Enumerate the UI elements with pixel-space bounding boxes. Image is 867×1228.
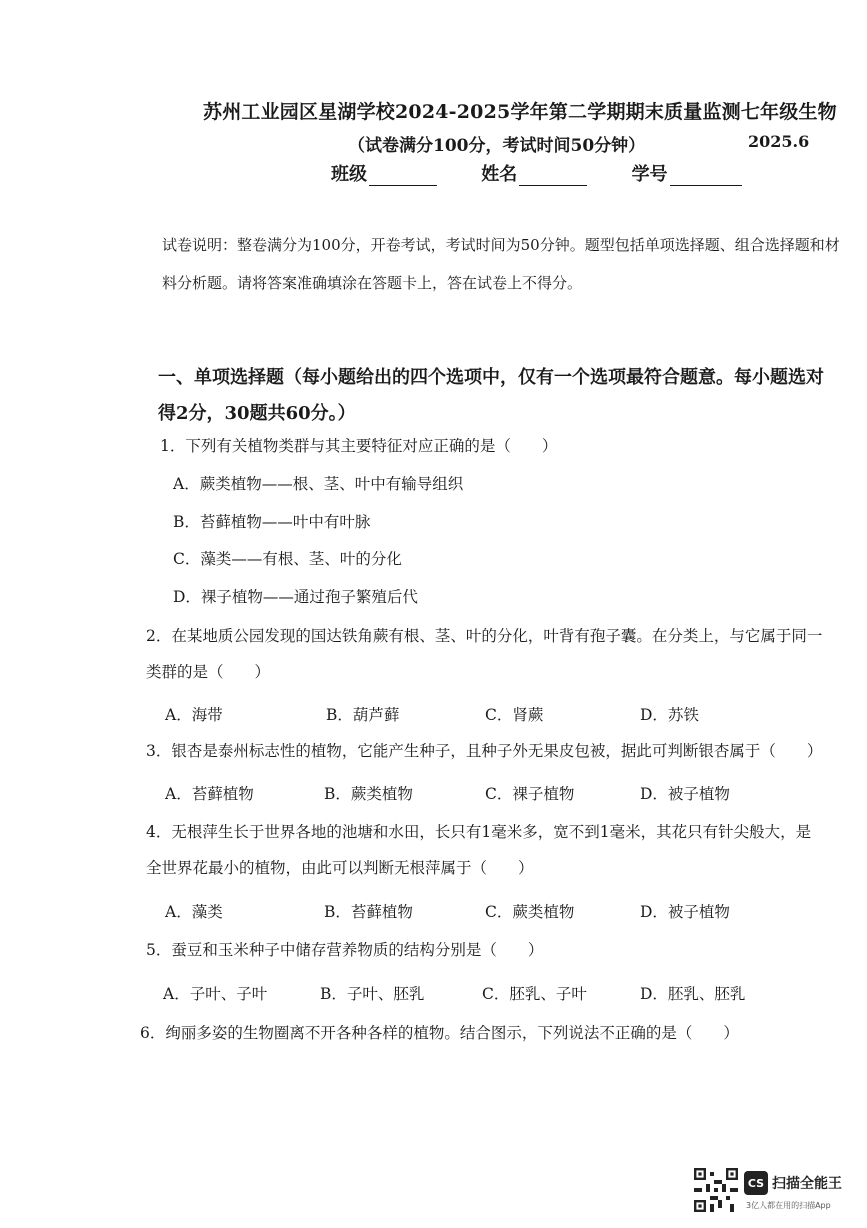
name-label: 姓名 <box>481 164 518 185</box>
question-option: A．海带 <box>165 706 223 724</box>
exam-date: 2025.6 <box>748 132 810 151</box>
question-option: D．裸子植物——通过孢子繁殖后代 <box>173 588 418 606</box>
question-option: D．被子植物 <box>640 785 730 803</box>
scanner-brand: 扫描全能王 <box>772 1176 842 1192</box>
question-option: C．肾蕨 <box>485 706 544 724</box>
question-stem: 2．在某地质公园发现的国达铁角蕨有根、茎、叶的分化，叶背有孢子囊。在分类上，与它属于同一类群的是（ ） <box>146 627 823 681</box>
question-option: C．胚乳、子叶 <box>482 985 587 1003</box>
exam-title: 苏州工业园区星湖学校2024-2025学年第二学期期末质量监测七年级生物 <box>203 101 837 123</box>
question-stem: 1．下列有关植物类群与其主要特征对应正确的是（ ） <box>160 437 558 455</box>
question-stem: 6．绚丽多姿的生物圈离不开各种各样的植物。结合图示，下列说法不正确的是（ ） <box>140 1024 739 1042</box>
question-option: D．苏铁 <box>640 706 699 724</box>
exam-subtitle: （试卷满分100分，考试时间50分钟） <box>348 136 646 156</box>
section-heading: 一、单项选择题（每小题给出的四个选项中，仅有一个选项最符合题意。每小题选对得2分，30题共60分。） <box>158 367 824 424</box>
question-option: D．胚乳、胚乳 <box>640 985 746 1003</box>
id-field <box>632 160 742 186</box>
scanner-logo-icon: CS <box>744 1171 768 1195</box>
qr-code-icon <box>694 1168 738 1212</box>
id-blank <box>670 167 742 186</box>
question-option: A．蕨类植物——根、茎、叶中有输导组织 <box>173 475 464 493</box>
question-option: C．藻类——有根、茎、叶的分化 <box>173 550 402 568</box>
scanner-tagline: 3亿人都在用的扫描App <box>746 1201 831 1210</box>
question-option: A．藻类 <box>165 903 223 921</box>
class-blank <box>369 167 437 186</box>
question-option: D．被子植物 <box>640 903 730 921</box>
question-option: B．子叶、胚乳 <box>320 985 425 1003</box>
question-stem: 5．蚕豆和玉米种子中储存营养物质的结构分别是（ ） <box>146 941 544 959</box>
name-blank <box>519 167 587 186</box>
question-option: A．子叶、子叶 <box>163 985 268 1003</box>
class-field <box>331 160 437 186</box>
question-option: C．蕨类植物 <box>485 903 575 921</box>
question-option: B．蕨类植物 <box>324 785 413 803</box>
question-option: B．葫芦藓 <box>326 706 400 724</box>
question-option: C．裸子植物 <box>485 785 575 803</box>
id-label: 学号 <box>631 164 668 185</box>
exam-instructions: 试卷说明：整卷满分为100分，开卷考试，考试时间为50分钟。题型包括单项选择题、组合选择题和材料分析题。请将答案准确填涂在答题卡上，答在试卷上不得分。 <box>162 236 840 292</box>
question-option: A．苔藓植物 <box>165 785 254 803</box>
class-label: 班级 <box>331 164 367 185</box>
student-info-fields <box>331 160 780 186</box>
name-field <box>481 160 587 186</box>
question-option: B．苔藓植物 <box>324 903 413 921</box>
question-stem: 4．无根萍生长于世界各地的池塘和水田，长只有1毫米多，宽不到1毫米，其花只有针尖般大，是全世界花最小的植物，由此可以判断无根萍属于（ ） <box>146 823 812 877</box>
question-stem: 3．银杏是泰州标志性的植物，它能产生种子，且种子外无果皮包被，据此可判断银杏属于（ ） <box>146 742 823 760</box>
question-option: B．苔藓植物——叶中有叶脉 <box>173 513 371 531</box>
